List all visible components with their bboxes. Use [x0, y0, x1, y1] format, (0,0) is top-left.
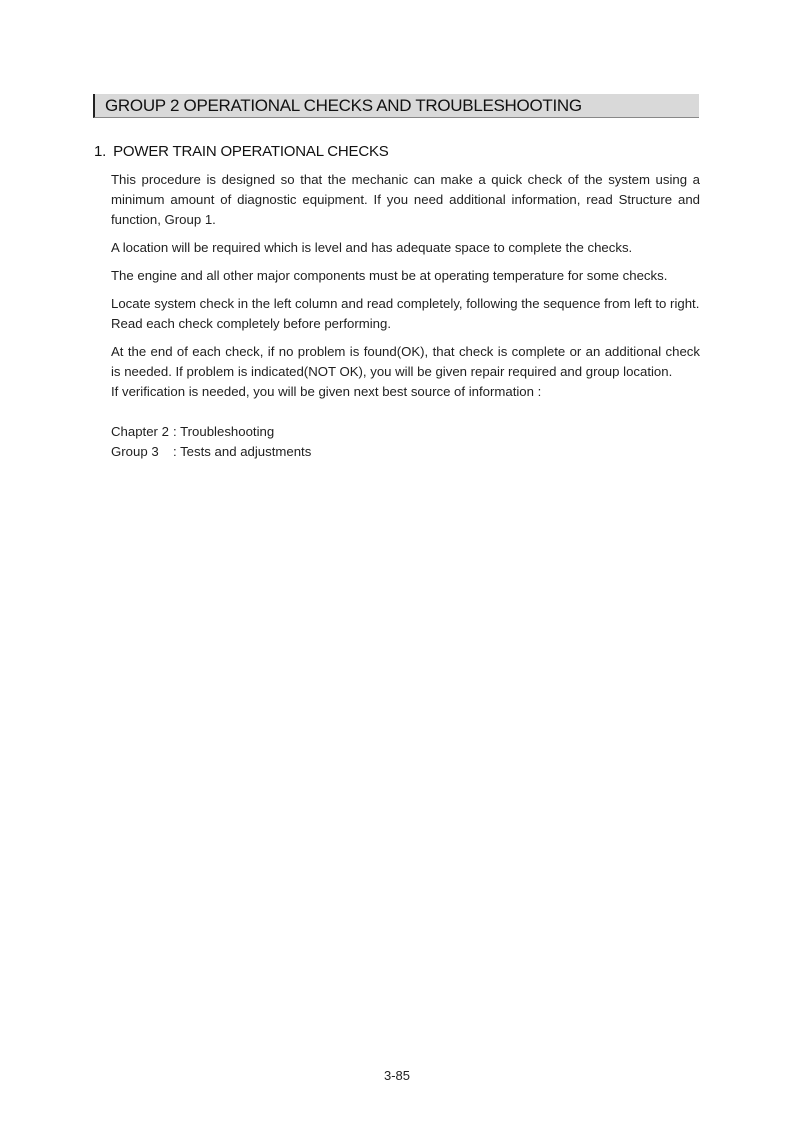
locate-line-2: Read each check completely before performing. — [111, 316, 392, 331]
reference-list — [111, 422, 311, 462]
temperature-paragraph: The engine and all other major components must be at operating temperature for some checks. — [111, 268, 668, 283]
end-check-line-2: If verification is needed, you will be given next best source of information : — [111, 384, 542, 399]
end-check-paragraph — [111, 342, 700, 402]
section-title: POWER TRAIN OPERATIONAL CHECKS — [113, 143, 389, 160]
reference-key: Chapter 2 — [111, 424, 169, 439]
location-paragraph: A location will be required which is level and has adequate space to complete the checks. — [111, 240, 633, 255]
reference-row — [111, 442, 311, 462]
reference-value: : Tests and adjustments — [173, 444, 312, 459]
locate-line-1: Locate system check in the left column and read completely, following the sequence from left to right. — [111, 296, 700, 311]
section-number: 1. — [94, 143, 107, 160]
group-title: GROUP 2 OPERATIONAL CHECKS AND TROUBLESHOOTING — [105, 96, 582, 115]
section-heading — [94, 143, 389, 160]
reference-value: : Troubleshooting — [173, 424, 275, 439]
reference-row — [111, 422, 311, 442]
page-number: 3-85 — [383, 1068, 411, 1083]
locate-paragraph — [111, 294, 700, 334]
end-check-line-1: At the end of each check, if no problem is found(OK), that check is complete or an additional check is needed. If problem is indicated(NOT OK), you will be given repair required and group location. — [111, 344, 700, 379]
intro-paragraph: This procedure is designed so that the mechanic can make a quick check of the system using a minimum amount of diagnostic equipment. If you need additional information, read Structure and function, Group 1. — [111, 172, 700, 227]
reference-key: Group 3 — [111, 444, 159, 459]
group-title-banner — [93, 94, 699, 118]
